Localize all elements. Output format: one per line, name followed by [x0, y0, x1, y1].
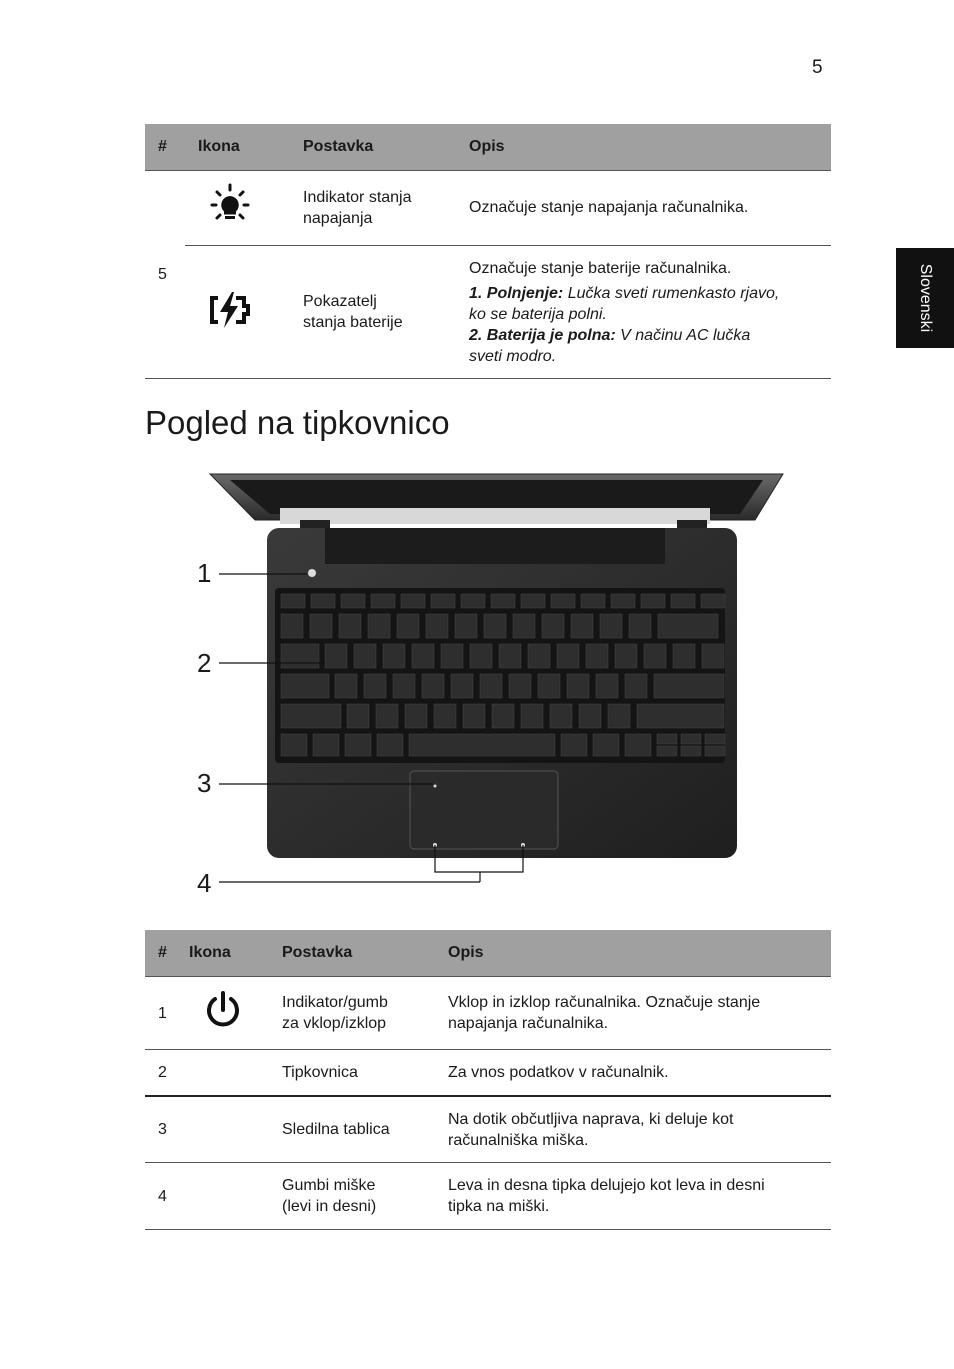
- icon-cell: [189, 1050, 282, 1097]
- full-note-cont: sveti modro.: [469, 347, 557, 365]
- callout-2: 2: [197, 648, 212, 678]
- table-header-row: [145, 930, 831, 977]
- icon-cell: [189, 1096, 282, 1163]
- description-text: računalniška miška.: [448, 1131, 589, 1149]
- language-tab: [896, 248, 954, 348]
- icon-cell: [189, 1163, 282, 1230]
- item-label: stanja baterije: [303, 314, 403, 331]
- power-button: [308, 569, 316, 577]
- note-label: 1. Polnjenje:: [469, 284, 564, 302]
- description-text: Za vnos podatkov v računalnik.: [448, 1064, 669, 1081]
- indicator-table: [145, 124, 831, 379]
- item-cell: [282, 1050, 448, 1097]
- description-cell: [469, 171, 831, 246]
- item-label: (levi in desni): [282, 1198, 377, 1215]
- note-label: 2. Baterija je polna:: [469, 326, 616, 344]
- callout-4: 4: [197, 868, 212, 898]
- table-row: [145, 1050, 831, 1097]
- header-number: #: [145, 124, 185, 171]
- header-icon: Ikona: [185, 124, 303, 171]
- charging-note-cont: ko se baterija polni.: [469, 305, 607, 323]
- description-cell: [448, 1096, 831, 1163]
- description-cell: [469, 246, 831, 379]
- table-row: [145, 1163, 831, 1230]
- table-row: [145, 246, 831, 379]
- header-number: #: [145, 930, 189, 977]
- table-row: [145, 171, 831, 246]
- row-number: 4: [145, 1163, 189, 1230]
- header-item: Postavka: [282, 930, 448, 977]
- header-description: Opis: [469, 124, 831, 171]
- callout-3: 3: [197, 768, 212, 798]
- header-description: Opis: [448, 930, 831, 977]
- charging-note: [469, 283, 831, 304]
- description-text: Leva in desna tipka delujejo kot leva in desni: [448, 1177, 765, 1194]
- header-icon: Ikona: [189, 930, 282, 977]
- description-cell: [448, 977, 831, 1050]
- row-number: 2: [145, 1050, 189, 1097]
- description-text: Na dotik občutljiva naprava, ki deluje kot: [448, 1110, 734, 1128]
- row-number: 5: [145, 171, 185, 379]
- keyboard-table: [145, 930, 831, 1230]
- language-tab-label: Slovenski: [917, 263, 935, 333]
- power-indicator-light-icon: [185, 171, 303, 246]
- item-cell: [303, 171, 469, 246]
- description-text: Označuje stanje napajanja računalnika.: [469, 199, 749, 216]
- table-row: [145, 977, 831, 1050]
- section-title: Pogled na tipkovnico: [145, 404, 450, 441]
- full-note: [469, 325, 831, 346]
- page-number: 5: [812, 57, 823, 78]
- item-cell: [303, 246, 469, 379]
- table-header-row: [145, 124, 831, 171]
- item-label: za vklop/izklop: [282, 1015, 387, 1032]
- item-cell: [282, 1096, 448, 1163]
- note-text: Lučka sveti rumenkasto rjavo,: [563, 284, 780, 302]
- item-label: napajanja: [303, 210, 373, 227]
- item-label: Tipkovnica: [282, 1064, 358, 1081]
- battery-charging-icon: [185, 246, 303, 379]
- description-text: napajanja računalnika.: [448, 1015, 609, 1032]
- item-label: Indikator/gumb: [282, 994, 388, 1011]
- laptop-keyboard-illustration: [195, 468, 795, 898]
- power-button-icon: [189, 977, 282, 1050]
- callout-1: 1: [197, 558, 212, 588]
- item-cell: [282, 977, 448, 1050]
- row-number: 1: [145, 977, 189, 1050]
- note-text: V načinu AC lučka: [615, 326, 751, 344]
- header-item: Postavka: [303, 124, 469, 171]
- item-label: Sledilna tablica: [282, 1121, 390, 1138]
- row-number: 3: [145, 1096, 189, 1163]
- table-row: [145, 1096, 831, 1163]
- touchpad: [410, 771, 558, 849]
- description-text: Označuje stanje baterije računalnika.: [469, 259, 732, 277]
- description-cell: [448, 1050, 831, 1097]
- description-text: Vklop in izklop računalnika. Označuje stanje: [448, 994, 761, 1011]
- item-label: Gumbi miške: [282, 1177, 376, 1194]
- item-label: Indikator stanja: [303, 189, 412, 206]
- item-cell: [282, 1163, 448, 1230]
- description-text: tipka na miški.: [448, 1198, 550, 1215]
- description-cell: [448, 1163, 831, 1230]
- item-label: Pokazatelj: [303, 293, 377, 310]
